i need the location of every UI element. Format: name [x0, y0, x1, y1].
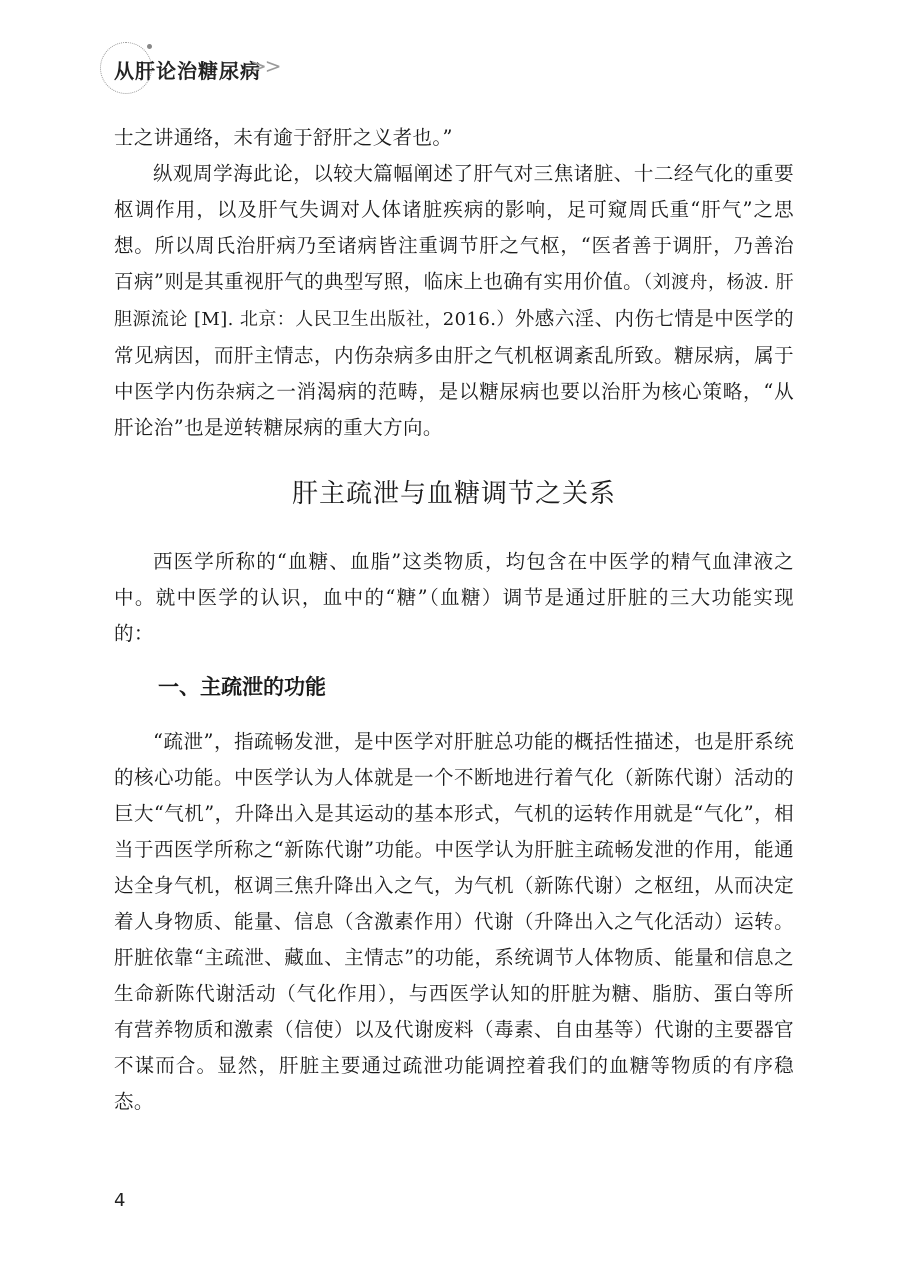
book-title: 从肝论治糖尿病: [114, 59, 261, 83]
section-title: 肝主疏泄与血糖调节之关系: [291, 479, 616, 509]
paragraph-zhou-xuehai: [114, 156, 794, 446]
running-header: [100, 42, 360, 96]
header-dot-ornament: [147, 44, 152, 49]
paragraph-continuation: 士之讲通络，未有逾于舒肝之义者也。”: [114, 126, 453, 149]
citation: （刘渡舟，杨波. 肝胆源流论 [M]. 北京：人民卫生出版社，2016.）: [114, 272, 794, 330]
subsection-title: 一、主疏泄的功能: [158, 675, 326, 699]
paragraph-intro: 西医学所称的“血糖、血脂”这类物质，均包含在中医学的精气血津液之中。就中医学的认识，血中的“糖”（血糖）调节是通过肝脏的三大功能实现的：: [114, 550, 794, 645]
paragraph-text: 纵观周学海此论，以较大篇幅阐述了肝气对三焦诸脏、十二经气化的重要枢调作用，以及肝气失调对人体诸脏疾病的影响，足可窥周氏重“肝气”之思想。所以周氏治肝病乃至诸病皆注重调节肝之气枢，“医者善于调肝，乃善治百病”则是其重视肝气的典型写照，临床上也确有实用价值。: [114, 162, 794, 293]
chevron-right-icon: >>: [250, 54, 280, 78]
body-text: [114, 120, 794, 1120]
paragraph-text: 外感六淫、内伤七情是中医学的常见病因，而肝主情志，内伤杂病多由肝之气机枢调紊乱所致。糖尿病，属于中医学内伤杂病之一消渴病的范畴，是以糖尿病也要以治肝为核心策略，“从肝论治”也是逆转糖尿病的重大方向。: [114, 307, 794, 439]
page-number: 4: [114, 1190, 126, 1211]
paragraph-shuxie: “疏泄”，指疏畅发泄，是中医学对肝脏总功能的概括性描述，也是肝系统的核心功能。中医学认为人体就是一个不断地进行着气化（新陈代谢）活动的巨大“气机”，升降出入是其运动的基本形式，气机的运转作用就是“气化”，相当于西医学所称之“新陈代谢”功能。中医学认为肝脏主疏畅发泄的作用，能通达全身气机，枢调三焦升降出入之气，为气机（新陈代谢）之枢纽，从而决定着人身物质、能量、信息（含激素作用）代谢（升降出入之气化活动）运转。肝脏依靠“主疏泄、藏血、主情志”的功能，系统调节人体物质、能量和信息之生命新陈代谢活动（气化作用），与西医学认知的肝脏为糖、脂肪、蛋白等所有营养物质和激素（信使）以及代谢废料（毒素、自由基等）代谢的主要器官不谋而合。显然，肝脏主要通过疏泄功能调控着我们的血糖等物质的有序稳态。: [114, 730, 794, 1113]
